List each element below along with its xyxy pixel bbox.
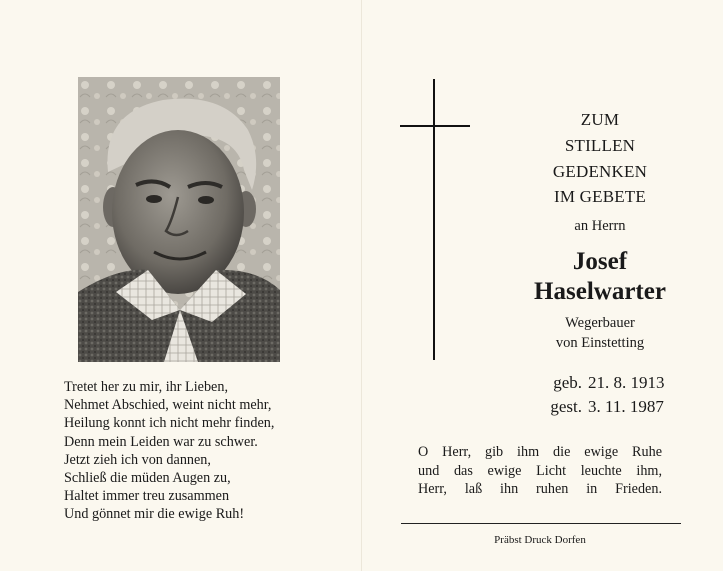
life-dates (522, 371, 682, 419)
death-row (522, 395, 682, 419)
last-name: Haselwarter (534, 278, 666, 305)
poem-line: Heilung konnt ich nicht mehr finden, (64, 415, 275, 432)
poem-line: Schließ die müden Augen zu, (64, 470, 231, 487)
occupation: Wegerbauer (565, 315, 635, 331)
prayer-line: Herr, laß ihn ruhen in Frieden. (418, 481, 662, 498)
farewell-poem (64, 378, 334, 524)
salutation: an Herrn (574, 218, 626, 234)
prayer-text (418, 443, 662, 499)
birth-date: 21. 8. 1913 (588, 373, 665, 392)
death-label: gest. (550, 397, 582, 416)
cross-icon-bar (400, 125, 470, 127)
deceased-name (490, 247, 710, 307)
poem-line: Denn mein Leiden war zu schwer. (64, 433, 258, 450)
prayer-line: und das ewige Licht leuchte ihm, (418, 462, 662, 479)
first-name: Josef (572, 248, 628, 275)
poem-line: Tretet her zu mir, ihr Lieben, (64, 379, 228, 395)
cross-icon (433, 79, 435, 360)
poem-line: Jetzt zieh ich von dannen, (64, 451, 211, 468)
occupation-block (520, 313, 680, 353)
heading-line: STILLEN (564, 135, 636, 155)
printer-credit: Präbst Druck Dorfen (494, 534, 586, 546)
birth-row (522, 371, 682, 395)
heading-line: ZUM (580, 110, 620, 129)
poem-line: Haltet immer treu zusammen (64, 488, 230, 505)
divider-line (401, 523, 681, 524)
heading-line: IM GEBETE (554, 187, 646, 207)
memorial-heading (520, 107, 680, 210)
heading-line: GEDENKEN (552, 161, 648, 181)
portrait-photo (78, 77, 280, 362)
hometown: von Einstetting (555, 335, 645, 351)
birth-label: geb. (553, 373, 582, 392)
prayer-line: O Herr, gib ihm die ewige Ruhe (418, 444, 662, 460)
death-date: 3. 11. 1987 (588, 397, 664, 416)
poem-line: Und gönnet mir die ewige Ruh! (64, 506, 245, 523)
card-fold (361, 0, 362, 571)
poem-line: Nehmet Abschied, weint nicht mehr, (64, 397, 272, 414)
